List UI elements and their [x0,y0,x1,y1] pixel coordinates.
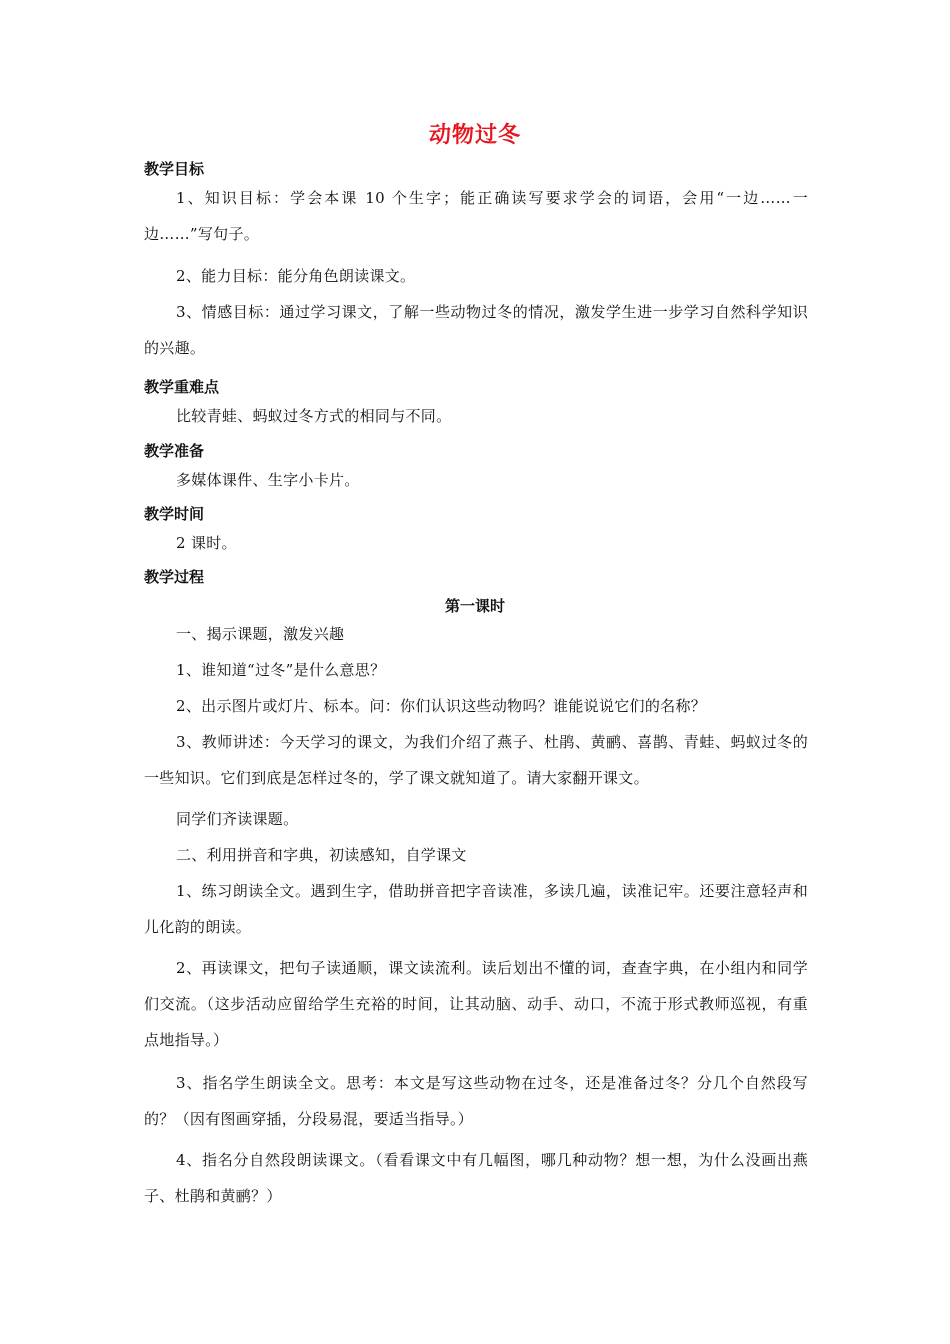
process-paragraph: 3、教师讲述：今天学习的课文，为我们介绍了燕子、杜鹃、黄鹂、喜鹊、青蛙、蚂蚁过冬的一些知识。它们到底是怎样过冬的，学了课文就知道了。请大家翻开课文。 [144,733,808,787]
paragraph-key: 比较青蛙、蚂蚁过冬方式的相同与不同。 [176,407,452,425]
process-paragraph: 1、练习朗读全文。遇到生字，借助拼音把字音读准，多读几遍，读准记牢。还要注意轻声和儿化韵的朗读。 [144,882,808,936]
section-heading-key: 教学重难点 [144,378,220,396]
process-paragraph: 1、谁知道“过冬”是什么意思？ [176,661,386,679]
document-title: 动物过冬 [428,123,521,148]
process-paragraph: 3、指名学生朗读全文。思考：本文是写这些动物在过冬，还是准备过冬？分几个自然段写的？（因有图画穿插，分段易混，要适当指导。） [144,1074,808,1128]
paragraph-time: 2 课时。 [176,534,237,552]
paragraph-goal-ability: 2、能力目标：能分角色朗读课文。 [176,267,416,285]
process-paragraph: 2、出示图片或灯片、标本。问：你们认识这些动物吗？谁能说说它们的名称？ [176,697,707,715]
process-paragraph: 二、利用拼音和字典，初读感知，自学课文 [176,846,467,864]
paragraph-goal-emotion: 3、情感目标：通过学习课文，了解一些动物过冬的情况，激发学生进一步学习自然科学知识的兴趣。 [144,303,808,357]
process-paragraph: 同学们齐读课题。 [176,810,299,828]
paragraph-goal-knowledge: 1、知识目标：学会本课 10 个生字；能正确读写要求学会的词语，会用“一边……一边……”写句子。 [144,189,808,243]
section-heading-time: 教学时间 [144,505,205,523]
process-paragraph: 4、指名分自然段朗读课文。（看看课文中有几幅图，哪几种动物？想一想，为什么没画出燕子、杜鹃和黄鹂？） [144,1151,808,1205]
section-heading-process: 教学过程 [144,568,205,586]
process-paragraph: 2、再读课文，把句子读通顺，课文读流利。读后划出不懂的词，查查字典，在小组内和同学们交流。（这步活动应留给学生充裕的时间，让其动脑、动手、动口，不流于形式教师巡视，有重点地指导。） [144,959,808,1049]
process-paragraph: 一、揭示课题，激发兴趣 [176,625,345,643]
paragraph-prep: 多媒体课件、生字小卡片。 [176,471,360,489]
section-heading-goals: 教学目标 [144,160,205,178]
lesson-subheading: 第一课时 [444,597,505,615]
section-heading-prep: 教学准备 [144,442,205,460]
